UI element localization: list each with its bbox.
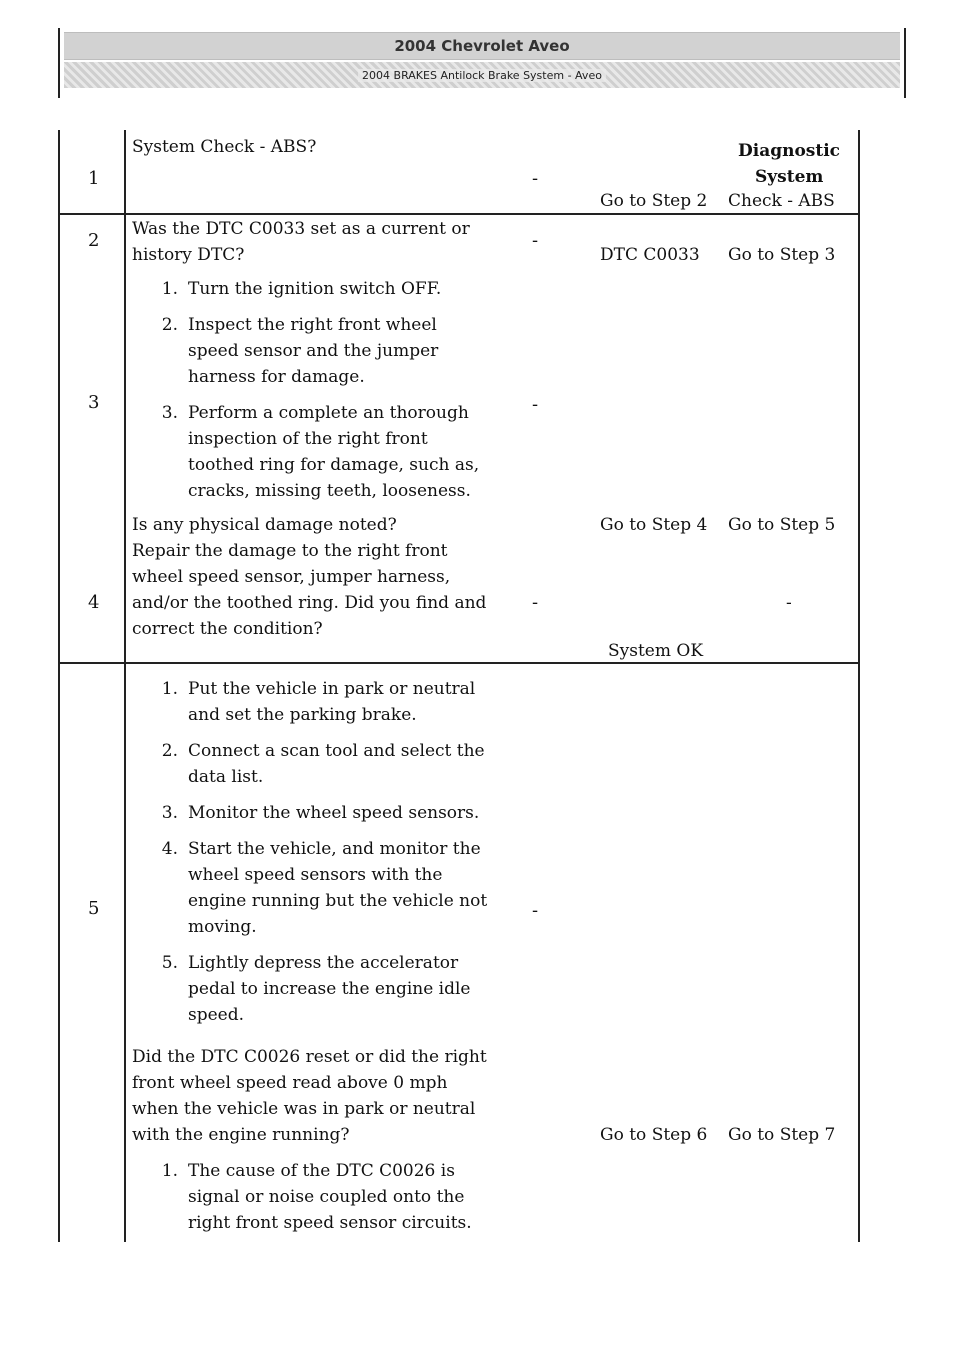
step-column-divider [124,130,126,1242]
list-item: 1. Put the vehicle in park or neutral and set the parking brake. [161,679,476,725]
step-value: - [532,394,539,415]
table-left-border [58,130,60,1242]
yes-action: Go to Step 6 [600,1125,708,1145]
step-question: Repair the damage to the right front wheel speed sensor, jumper harness, and/or the toothed ring. Did you find and correct the condition? [132,541,487,639]
step-value: - [532,168,539,189]
list-item: 3. Monitor the wheel speed sensors. [161,803,480,823]
page-header [58,28,906,98]
no-action: Check - ABS [728,191,835,211]
table-right-border [858,130,860,1242]
action-list [132,676,492,1038]
header-subtitle: 2004 BRAKES Antilock Brake System - Aveo [358,69,606,82]
row-divider [58,662,860,664]
list-item: 2. Inspect the right front wheel speed sensor and the jumper harness for damage. [161,315,439,387]
header-right-border [904,28,906,98]
header-subtitle-band [64,62,900,88]
action-list [132,1158,492,1246]
step-number: 2 [88,230,100,251]
action-list [132,276,492,514]
step-value: - [532,900,539,921]
list-item: 4. Start the vehicle, and monitor the wheel speed sensors with the engine running but the vehicle not moving. [161,839,488,937]
list-item: 3. Perform a complete an thorough inspection of the right front toothed ring for damage, such as, cracks, missing teeth, looseness. [161,403,480,501]
yes-action: DTC C0033 [600,245,700,265]
step-number: 3 [88,392,100,413]
yes-action: System OK [608,641,704,661]
no-action: System [755,167,824,187]
step-value: - [532,230,539,251]
no-action: Go to Step 5 [728,515,836,535]
step-question: System Check - ABS? [132,137,317,157]
step-number: 1 [88,168,100,189]
no-action: Go to Step 3 [728,245,836,265]
header-title-band [64,32,900,60]
list-item: 1. Turn the ignition switch OFF. [161,279,442,299]
list-item: 5. Lightly depress the accelerator pedal to increase the engine idle speed. [161,953,471,1025]
step-question: Did the DTC C0026 reset or did the right front wheel speed read above 0 mph when the vehicle was in park or neutral with the engine running? [132,1047,487,1145]
yes-action: Go to Step 4 [600,515,708,535]
step-question: Was the DTC C0033 set as a current or history DTC? [132,219,470,265]
list-item: 2. Connect a scan tool and select the data list. [161,741,485,787]
step-question: Is any physical damage noted? [132,515,397,535]
step-value: - [532,592,539,613]
yes-action: Go to Step 2 [600,191,708,211]
diagnostic-table [58,130,860,1242]
no-action: Diagnostic [738,141,841,161]
header-title: 2004 Chevrolet Aveo [394,37,570,55]
no-action: - [786,593,792,613]
no-action: Go to Step 7 [728,1125,836,1145]
list-item: 1. The cause of the DTC C0026 is signal or noise coupled onto the right front speed sensor circuits. [161,1161,472,1233]
header-left-border [58,28,60,98]
step-number: 4 [88,592,100,613]
step-number: 5 [88,898,100,919]
